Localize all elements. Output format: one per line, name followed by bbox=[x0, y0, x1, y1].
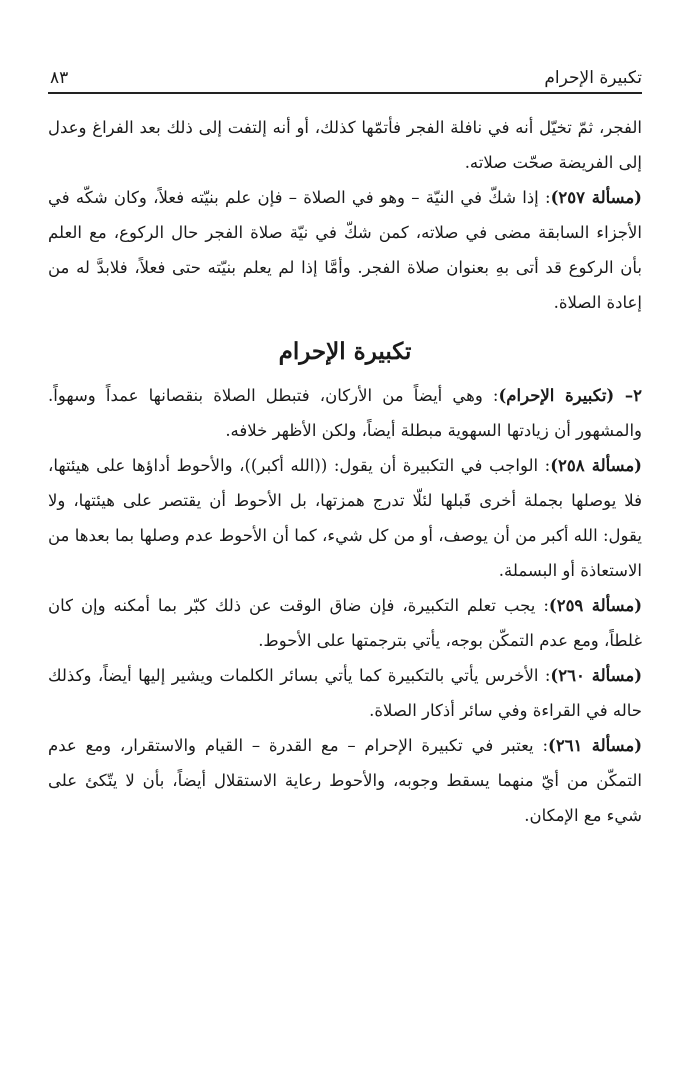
masala-258 bbox=[48, 448, 642, 588]
masala-number: (مسألة ٢٥٨) bbox=[550, 456, 642, 475]
paragraph-text: : يجب تعلم التكبيرة، فإن ضاق الوقت عن ذلك كبّر بما أمكنه وإن كان غلطاً، ومع عدم التمكّن بوجه، يأتي بترجمتها على الأحوط. bbox=[48, 596, 642, 650]
running-title: تكبيرة الإحرام bbox=[544, 68, 642, 88]
paragraph-text: : إذا شكّ في النيّة – وهو في الصلاة – فإن علم بنيّته فعلاً، وكان شكّه في الأجزاء السابقة مضى في صلاته، كمن شكّ في نيّة صلاة الفجر حال الركوع، مع العلم بأن الركوع قد أتى بهِ بعنوان صلاة الفجر. وأمَّا إذا لم يعلم بنيّته حتى فعلاً، فلابدَّ له من إعادة الصلاة. bbox=[48, 188, 642, 312]
page-number: ٨٣ bbox=[50, 68, 69, 88]
running-header bbox=[48, 58, 642, 94]
book-page bbox=[48, 58, 642, 1053]
section-intro bbox=[48, 378, 642, 448]
paragraph-lead: ٢– (تكبيرة الإحرام) bbox=[498, 386, 642, 405]
masala-260 bbox=[48, 658, 642, 728]
paragraph-text: الفجر، ثمّ تخيّل أنه في نافلة الفجر فأتمّها كذلك، أو أنه إلتفت إلى ذلك بعد الفراغ وعدل إلى الفريضة صحّت صلاته. bbox=[48, 118, 642, 172]
paragraph-text: : وهي أيضاً من الأركان، فتبطل الصلاة بنقصانها عمداً وسهواً. والمشهور أن زيادتها السهوية مبطلة أيضاً، ولكن الأظهر خلافه. bbox=[48, 386, 642, 440]
page-body bbox=[48, 110, 642, 833]
masala-261 bbox=[48, 728, 642, 833]
paragraph-text: : الأخرس يأتي بالتكبيرة كما يأتي بسائر الكلمات ويشير إليها أيضاً، وكذلك حاله في القراءة وفي سائر أذكار الصلاة. bbox=[48, 666, 642, 720]
masala-259 bbox=[48, 588, 642, 658]
masala-257 bbox=[48, 180, 642, 320]
paragraph-text: : يعتبر في تكبيرة الإحرام – مع القدرة – القيام والاستقرار، ومع عدم التمكّن من أيّ منهما يسقط وجوبه، والأحوط رعاية الاستقلال أيضاً، بأن لا يتّكئ على شيء مع الإمكان. bbox=[48, 736, 642, 825]
masala-number: (مسألة ٢٦١) bbox=[548, 736, 642, 755]
masala-number: (مسألة ٢٥٩) bbox=[548, 596, 643, 615]
section-heading: تكبيرة الإحرام bbox=[278, 338, 412, 365]
paragraph-text: : الواجب في التكبيرة أن يقول: ((الله أكبر))، والأحوط أداؤها على هيئتها، فلا يوصلها بجملة أخرى قَبلها لئلّا تدرج همزتها، بل الأحوط أن يقتصر على هيئتها، ولا يقول: الله أكبر من أن يوصف، أو من كل شيء، كما أن الأحوط عدم وصلها بما بعدها من الاستعاذة أو البسملة. bbox=[48, 456, 642, 580]
masala-number: (مسألة ٢٦٠) bbox=[550, 666, 642, 685]
paragraph-continuation bbox=[48, 110, 642, 180]
masala-number: (مسألة ٢٥٧) bbox=[550, 188, 642, 207]
